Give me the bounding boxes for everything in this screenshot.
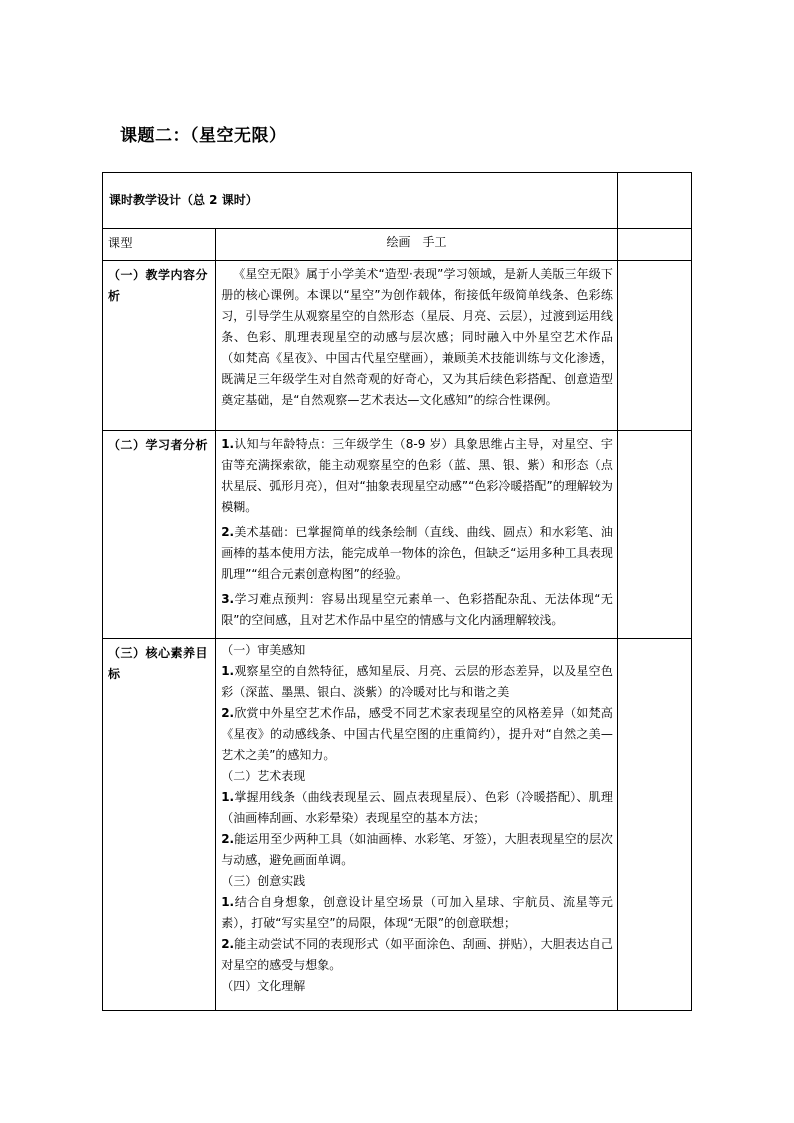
page-title: 课题二：（星空无限） xyxy=(120,126,287,146)
section-item: 1.掌握用线条（曲线表现星云、圆点表现星辰）、色彩（冷暖搭配）、肌理（油画棒刮画、水彩晕染）表现星空的基本方法； xyxy=(221,790,613,825)
learner-analysis-item: 3.学习难点预判：容易出现星空元素单一、色彩搭配杂乱、无法体现“无限”的空间感，且对艺术作品中星空的情感与文化内涵理解较浅。 xyxy=(221,592,613,627)
content-analysis-text-cell xyxy=(216,261,618,431)
section-item: 1.观察星空的自然特征，感知星辰、月亮、云层的形态差异，以及星空色彩（深蓝、墨黑、银白、淡紫）的冷暖对比与和谐之美 xyxy=(221,664,613,699)
content-analysis-label: （一）教学内容分析 xyxy=(108,268,209,303)
core-literacy-row xyxy=(103,639,692,1011)
lesson-type-label: 课型 xyxy=(108,236,134,250)
section-heading: （一）审美感知 xyxy=(221,643,306,657)
section-heading: （四）文化理解 xyxy=(221,979,306,993)
blank-cell xyxy=(617,639,691,1011)
lesson-type-label-cell xyxy=(103,229,216,261)
core-literacy-text-cell xyxy=(216,639,618,1011)
blank-cell xyxy=(617,229,691,261)
learner-analysis-row xyxy=(103,431,692,639)
table-header-row xyxy=(103,173,692,229)
core-literacy-label: （三）核心素养目标 xyxy=(108,646,209,681)
section-heading: （三）创意实践 xyxy=(221,874,306,888)
blank-cell xyxy=(617,261,691,431)
section-heading: （二）艺术表现 xyxy=(221,769,306,783)
table-header-text: 课时教学设计（总 2 课时） xyxy=(109,193,258,207)
learner-analysis-label-cell xyxy=(103,431,216,639)
section-item: 2.能主动尝试不同的表现形式（如平面涂色、刮画、拼贴），大胆表达自己对星空的感受与想象。 xyxy=(221,937,613,972)
learner-analysis-item: 1.认知与年龄特点：三年级学生（8-9 岁）具象思维占主导，对星空、宇宙等充满探索欲，能主动观察星空的色彩（蓝、黑、银、紫）和形态（点状星辰、弧形月亮），但对“抽象表现星空动感”“色彩冷暖搭配”的理解较为模糊。 xyxy=(221,437,613,514)
learner-analysis-label: （二）学习者分析 xyxy=(108,438,209,452)
lesson-type-value: 绘画 手工 xyxy=(386,235,447,249)
lesson-type-value-cell xyxy=(216,229,618,261)
section-item: 1.结合自身想象，创意设计星空场景（可加入星球、宇航员、流星等元素），打破“写实星空”的局限，体现“无限”的创意联想； xyxy=(221,895,613,930)
section-item: 2.欣赏中外星空艺术作品，感受不同艺术家表现星空的风格差异（如梵高《星夜》的动感线条、中国古代星空图的庄重简约），提升对“自然之美—艺术之美”的感知力。 xyxy=(221,706,613,762)
learner-analysis-item: 2.美术基础：已掌握简单的线条绘制（直线、曲线、圆点）和水彩笔、油画棒的基本使用方法，能完成单一物体的涂色，但缺乏“运用多种工具表现肌理”“组合元素创意构图”的经验。 xyxy=(221,525,613,581)
core-literacy-label-cell xyxy=(103,639,216,1011)
section-item: 2.能运用至少两种工具（如油画棒、水彩笔、牙签），大胆表现星空的层次与动感，避免画面单调。 xyxy=(221,832,613,867)
content-analysis-row xyxy=(103,261,692,431)
blank-cell xyxy=(617,431,691,639)
lesson-design-table xyxy=(102,172,692,1011)
learner-analysis-text-cell xyxy=(216,431,618,639)
table-header-cell xyxy=(103,173,618,229)
content-analysis-label-cell xyxy=(103,261,216,431)
blank-cell xyxy=(617,173,691,229)
lesson-type-row xyxy=(103,229,692,261)
content-analysis-text: 《星空无限》属于小学美术“造型·表现”学习领域，是新人美版三年级下册的核心课例。本课以“星空”为创作载体，衔接低年级简单线条、色彩练习，引导学生从观察星空的自然形态（星辰、月亮、云层），过渡到运用线条、色彩、肌理表现星空的动感与层次感；同时融入中外星空艺术作品（如梵高《星夜》、中国古代星空壁画），兼顾美术技能训练与文化渗透，既满足三年级学生对自然奇观的好奇心，又为其后续色彩搭配、创意造型奠定基础，是“自然观察—艺术表达—文化感知”的综合性课例。 xyxy=(221,267,613,407)
